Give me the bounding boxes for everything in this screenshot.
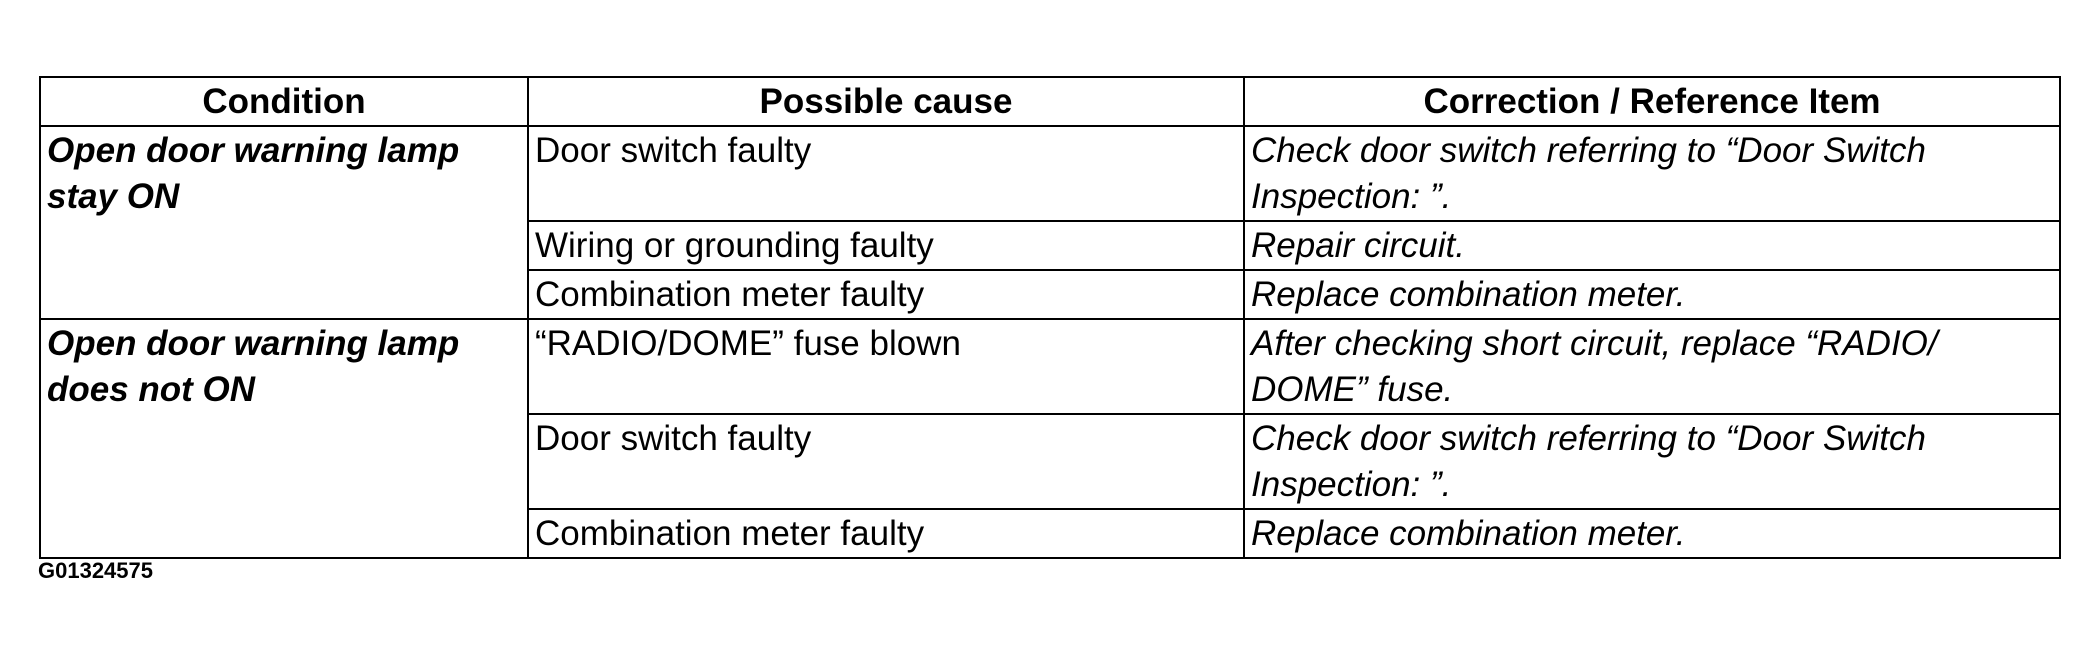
correction-cell: Replace combination meter. <box>1244 509 2060 558</box>
condition-cell: Open door warning lamp does not ON <box>40 319 528 558</box>
troubleshooting-table <box>39 76 2061 559</box>
figure-code: G01324575 <box>38 558 153 583</box>
header-row <box>40 77 2060 126</box>
header-possible-cause: Possible cause <box>528 77 1244 126</box>
condition-cell: Open door warning lamp stay ON <box>40 126 528 319</box>
correction-cell: Check door switch referring to “Door Switch Inspection: ”. <box>1244 126 2060 221</box>
cause-cell: “RADIO/DOME” fuse blown <box>528 319 1244 414</box>
correction-cell: After checking short circuit, replace “RADIO/ DOME” fuse. <box>1244 319 2060 414</box>
cause-cell: Combination meter faulty <box>528 509 1244 558</box>
header-correction: Correction / Reference Item <box>1244 77 2060 126</box>
correction-cell: Replace combination meter. <box>1244 270 2060 319</box>
correction-cell: Check door switch referring to “Door Switch Inspection: ”. <box>1244 414 2060 509</box>
cause-cell: Door switch faulty <box>528 414 1244 509</box>
cause-cell: Wiring or grounding faulty <box>528 221 1244 270</box>
header-condition: Condition <box>40 77 528 126</box>
cause-cell: Door switch faulty <box>528 126 1244 221</box>
cause-cell: Combination meter faulty <box>528 270 1244 319</box>
table-row <box>40 126 2060 221</box>
correction-cell: Repair circuit. <box>1244 221 2060 270</box>
table-row <box>40 319 2060 414</box>
